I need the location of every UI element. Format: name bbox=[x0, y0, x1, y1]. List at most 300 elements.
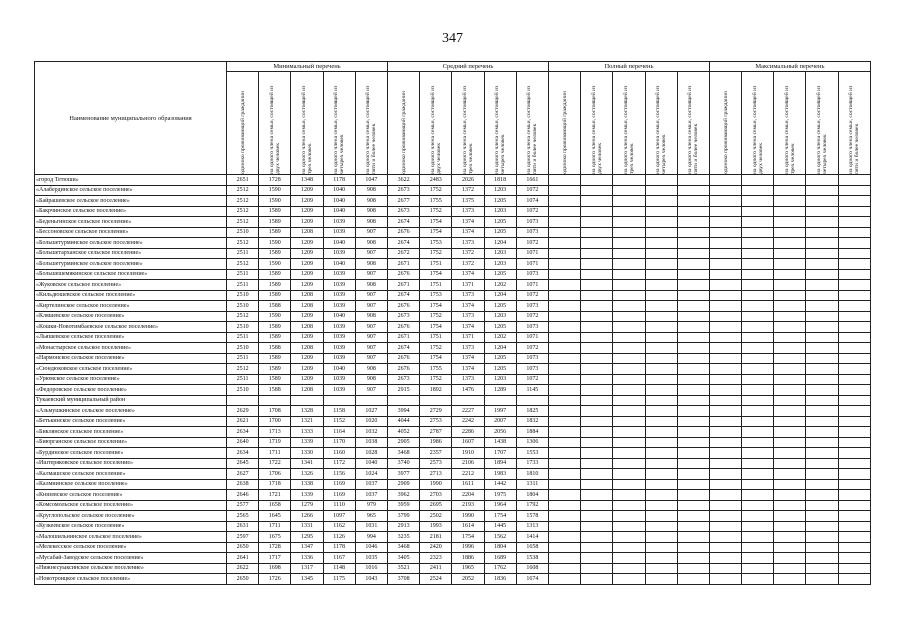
average-value-cell: 1836 bbox=[484, 574, 516, 585]
empty-cell bbox=[677, 301, 709, 312]
empty-cell bbox=[838, 185, 870, 196]
average-value-cell: 1611 bbox=[452, 479, 484, 490]
minimal-value-cell: 2512 bbox=[227, 206, 259, 217]
empty-cell bbox=[581, 374, 613, 385]
empty-cell bbox=[709, 332, 741, 343]
minimal-value-cell: 1330 bbox=[291, 448, 323, 459]
minimal-value-cell: 1209 bbox=[291, 217, 323, 228]
minimal-value-cell: 1039 bbox=[323, 332, 355, 343]
empty-cell bbox=[613, 301, 645, 312]
table-row bbox=[35, 500, 871, 511]
minimal-value-cell: 1590 bbox=[259, 238, 291, 249]
minimal-value-cell: 1175 bbox=[323, 574, 355, 585]
empty-cell bbox=[613, 175, 645, 186]
table-row bbox=[35, 490, 871, 501]
minimal-value-cell: 907 bbox=[355, 353, 387, 364]
empty-cell bbox=[645, 238, 677, 249]
minimal-value-cell: 1024 bbox=[355, 469, 387, 480]
minimal-value-cell: 907 bbox=[355, 301, 387, 312]
table-row bbox=[35, 448, 871, 459]
minimal-value-cell: 1331 bbox=[291, 521, 323, 532]
municipality-name: «Кошки-Новотимбаевское сельское поселение» bbox=[35, 322, 227, 333]
empty-cell bbox=[645, 469, 677, 480]
empty-cell bbox=[613, 280, 645, 291]
empty-cell bbox=[709, 343, 741, 354]
column-header bbox=[742, 72, 774, 175]
minimal-value-cell: 1658 bbox=[259, 500, 291, 511]
municipality-name: «Бессоновское сельское поселение» bbox=[35, 227, 227, 238]
municipality-name: «город Тетюши» bbox=[35, 175, 227, 186]
minimal-value-cell: 1208 bbox=[291, 290, 323, 301]
minimal-value-cell: 1209 bbox=[291, 332, 323, 343]
average-value-cell: 3977 bbox=[387, 469, 419, 480]
empty-cell bbox=[613, 196, 645, 207]
empty-cell bbox=[774, 542, 806, 553]
empty-cell bbox=[806, 395, 838, 406]
empty-cell bbox=[581, 395, 613, 406]
empty-cell bbox=[613, 332, 645, 343]
empty-cell bbox=[548, 427, 580, 438]
minimal-value-cell: 2512 bbox=[227, 238, 259, 249]
average-value-cell: 1986 bbox=[420, 437, 452, 448]
column-header bbox=[581, 72, 613, 175]
average-value-cell: 1997 bbox=[484, 406, 516, 417]
column-header bbox=[613, 72, 645, 175]
column-header-label: на одного члена семьи, состоящей из четырех человек bbox=[655, 85, 668, 174]
minimal-value-cell: 1328 bbox=[291, 406, 323, 417]
empty-cell bbox=[806, 301, 838, 312]
empty-cell bbox=[806, 511, 838, 522]
empty-cell bbox=[645, 427, 677, 438]
average-value-cell: 1203 bbox=[484, 311, 516, 322]
empty-cell bbox=[838, 448, 870, 459]
empty-cell bbox=[774, 196, 806, 207]
average-value-cell: 1661 bbox=[516, 175, 548, 186]
average-value-cell: 1205 bbox=[484, 364, 516, 375]
empty-cell bbox=[742, 290, 774, 301]
minimal-value-cell: 2510 bbox=[227, 290, 259, 301]
minimal-value-cell: 1027 bbox=[355, 406, 387, 417]
empty-cell bbox=[581, 332, 613, 343]
minimal-value-cell: 1728 bbox=[259, 542, 291, 553]
minimal-value-cell: 1209 bbox=[291, 238, 323, 249]
column-header bbox=[516, 72, 548, 175]
empty-cell bbox=[645, 385, 677, 396]
empty-cell bbox=[645, 259, 677, 270]
empty-cell bbox=[806, 479, 838, 490]
minimal-value-cell: 1722 bbox=[259, 458, 291, 469]
empty-cell bbox=[581, 343, 613, 354]
empty-cell bbox=[613, 364, 645, 375]
minimal-value-cell: 2621 bbox=[227, 416, 259, 427]
empty-cell bbox=[742, 353, 774, 364]
empty-cell bbox=[613, 259, 645, 270]
average-value-cell: 1372 bbox=[452, 259, 484, 270]
average-value-cell: 2729 bbox=[420, 406, 452, 417]
minimal-value-cell: 1706 bbox=[259, 469, 291, 480]
empty-cell bbox=[581, 175, 613, 186]
average-value-cell: 2673 bbox=[387, 185, 419, 196]
empty-cell bbox=[677, 196, 709, 207]
minimal-value-cell: 1046 bbox=[355, 542, 387, 553]
empty-cell bbox=[548, 185, 580, 196]
empty-cell bbox=[838, 574, 870, 585]
empty-cell bbox=[581, 290, 613, 301]
average-value-cell: 1578 bbox=[516, 511, 548, 522]
table-row bbox=[35, 227, 871, 238]
group-header-average: Средний перечень bbox=[387, 62, 548, 72]
average-value-cell: 1538 bbox=[516, 553, 548, 564]
minimal-value-cell: 1209 bbox=[291, 259, 323, 270]
average-value-cell: 1313 bbox=[516, 521, 548, 532]
average-value-cell: 1754 bbox=[484, 511, 516, 522]
empty-cell bbox=[677, 511, 709, 522]
average-value-cell: 3708 bbox=[387, 574, 419, 585]
empty-cell bbox=[838, 427, 870, 438]
column-header-label: на одного члена семьи, состоящей из четырех человек bbox=[494, 85, 507, 174]
column-header bbox=[677, 72, 709, 175]
minimal-value-cell: 1279 bbox=[291, 500, 323, 511]
average-value-cell: 1658 bbox=[516, 542, 548, 553]
empty-cell bbox=[677, 374, 709, 385]
minimal-value-cell: 1040 bbox=[323, 206, 355, 217]
empty-cell bbox=[774, 290, 806, 301]
minimal-value-cell: 1589 bbox=[259, 206, 291, 217]
empty-cell bbox=[548, 416, 580, 427]
empty-cell bbox=[548, 500, 580, 511]
table-row bbox=[35, 574, 871, 585]
table-row bbox=[35, 469, 871, 480]
minimal-value-cell: 1040 bbox=[323, 311, 355, 322]
empty-cell bbox=[677, 553, 709, 564]
minimal-value-cell: 1040 bbox=[323, 196, 355, 207]
average-value-cell: 1753 bbox=[420, 238, 452, 249]
municipality-name: «Кильдюшевское сельское поселение» bbox=[35, 290, 227, 301]
minimal-value-cell: 1317 bbox=[291, 563, 323, 574]
empty-cell bbox=[742, 332, 774, 343]
empty-cell bbox=[806, 448, 838, 459]
minimal-value-cell: 2565 bbox=[227, 511, 259, 522]
minimal-value-cell: 1040 bbox=[323, 259, 355, 270]
empty-cell bbox=[774, 206, 806, 217]
empty-cell bbox=[548, 311, 580, 322]
minimal-value-cell: 979 bbox=[355, 500, 387, 511]
empty-cell bbox=[677, 385, 709, 396]
empty-cell bbox=[838, 479, 870, 490]
minimal-value-cell: 1589 bbox=[259, 290, 291, 301]
minimal-value-cell: 2510 bbox=[227, 343, 259, 354]
empty-cell bbox=[774, 332, 806, 343]
average-value-cell: 1205 bbox=[484, 227, 516, 238]
empty-cell bbox=[774, 563, 806, 574]
minimal-value-cell: 1588 bbox=[259, 343, 291, 354]
empty-cell bbox=[709, 175, 741, 186]
empty-cell bbox=[838, 385, 870, 396]
empty-cell bbox=[581, 311, 613, 322]
minimal-value-cell: 1209 bbox=[291, 353, 323, 364]
minimal-value-cell: 907 bbox=[355, 385, 387, 396]
empty-cell bbox=[709, 259, 741, 270]
table-row bbox=[35, 385, 871, 396]
empty-cell bbox=[677, 290, 709, 301]
average-value-cell: 1204 bbox=[484, 343, 516, 354]
average-value-cell: 1733 bbox=[516, 458, 548, 469]
empty-cell bbox=[548, 175, 580, 186]
average-value-cell: 2676 bbox=[387, 301, 419, 312]
empty-cell bbox=[677, 175, 709, 186]
empty-cell bbox=[838, 353, 870, 364]
average-value-cell: 2242 bbox=[452, 416, 484, 427]
minimal-value-cell: 1209 bbox=[291, 311, 323, 322]
empty-cell bbox=[742, 469, 774, 480]
empty-cell bbox=[677, 217, 709, 228]
empty-cell bbox=[838, 500, 870, 511]
empty-cell bbox=[742, 448, 774, 459]
minimal-value-cell: 1037 bbox=[355, 490, 387, 501]
empty-cell bbox=[581, 469, 613, 480]
empty-cell bbox=[581, 248, 613, 259]
table-row bbox=[35, 532, 871, 543]
empty-cell bbox=[645, 563, 677, 574]
empty-cell bbox=[548, 437, 580, 448]
municipality-name: «Большешемякинское сельское поселение» bbox=[35, 269, 227, 280]
average-value-cell: 2672 bbox=[387, 248, 419, 259]
page-number: 347 bbox=[442, 31, 463, 46]
empty-cell bbox=[709, 196, 741, 207]
minimal-value-cell: 2646 bbox=[227, 490, 259, 501]
empty-cell bbox=[677, 206, 709, 217]
empty-cell bbox=[613, 574, 645, 585]
average-value-cell: 3521 bbox=[387, 563, 419, 574]
column-header bbox=[645, 72, 677, 175]
empty-cell bbox=[613, 353, 645, 364]
empty-cell bbox=[838, 532, 870, 543]
empty-cell bbox=[774, 259, 806, 270]
average-value-cell: 1204 bbox=[484, 238, 516, 249]
empty-cell bbox=[613, 248, 645, 259]
empty-cell bbox=[581, 217, 613, 228]
empty-cell bbox=[709, 458, 741, 469]
empty-cell bbox=[774, 385, 806, 396]
minimal-value-cell: 1589 bbox=[259, 332, 291, 343]
average-value-cell: 1374 bbox=[452, 322, 484, 333]
minimal-value-cell: 1726 bbox=[259, 574, 291, 585]
empty-cell bbox=[613, 238, 645, 249]
average-value-cell: 1754 bbox=[420, 322, 452, 333]
minimal-value-cell: 1170 bbox=[323, 437, 355, 448]
empty-cell bbox=[742, 563, 774, 574]
minimal-value-cell: 907 bbox=[355, 322, 387, 333]
average-value-cell: 1071 bbox=[516, 248, 548, 259]
empty-cell bbox=[838, 206, 870, 217]
average-value-cell: 1205 bbox=[484, 269, 516, 280]
empty-cell bbox=[709, 217, 741, 228]
minimal-value-cell: 1209 bbox=[291, 206, 323, 217]
column-header bbox=[709, 72, 741, 175]
empty-cell bbox=[581, 353, 613, 364]
average-value-cell: 2673 bbox=[387, 374, 419, 385]
minimal-value-cell: 1148 bbox=[323, 563, 355, 574]
empty-cell bbox=[548, 574, 580, 585]
empty-cell bbox=[709, 248, 741, 259]
minimal-value-cell: 2512 bbox=[227, 311, 259, 322]
average-value-cell: 1374 bbox=[452, 364, 484, 375]
minimal-value-cell: 2650 bbox=[227, 542, 259, 553]
average-value-cell: 3468 bbox=[387, 448, 419, 459]
empty-cell bbox=[774, 364, 806, 375]
empty-cell bbox=[645, 542, 677, 553]
municipality-name: «Монастырское сельское поселение» bbox=[35, 343, 227, 354]
minimal-value-cell: 1339 bbox=[291, 490, 323, 501]
average-value-cell: 2181 bbox=[420, 532, 452, 543]
average-value-cell: 2573 bbox=[420, 458, 452, 469]
empty-cell bbox=[613, 185, 645, 196]
group-header-maximal: Максимальный перечень bbox=[709, 62, 870, 72]
table-row bbox=[35, 259, 871, 270]
empty-cell bbox=[677, 364, 709, 375]
minimal-value-cell: 1700 bbox=[259, 416, 291, 427]
empty-cell bbox=[677, 563, 709, 574]
empty-cell bbox=[548, 563, 580, 574]
table-row bbox=[35, 479, 871, 490]
empty-cell bbox=[645, 490, 677, 501]
empty-cell bbox=[613, 269, 645, 280]
average-value-cell: 2915 bbox=[387, 385, 419, 396]
empty-cell bbox=[645, 290, 677, 301]
average-value-cell: 1374 bbox=[452, 269, 484, 280]
empty-cell bbox=[548, 406, 580, 417]
empty-cell bbox=[806, 217, 838, 228]
empty-cell bbox=[581, 521, 613, 532]
empty-cell bbox=[581, 490, 613, 501]
minimal-value-cell: 908 bbox=[355, 311, 387, 322]
average-value-cell: 2703 bbox=[420, 490, 452, 501]
average-value-cell: 1072 bbox=[516, 343, 548, 354]
empty-cell bbox=[613, 406, 645, 417]
empty-cell bbox=[677, 227, 709, 238]
average-value-cell: 1205 bbox=[484, 196, 516, 207]
average-value-cell: 2787 bbox=[420, 427, 452, 438]
empty-cell bbox=[806, 364, 838, 375]
empty-cell bbox=[806, 290, 838, 301]
empty-cell bbox=[806, 374, 838, 385]
column-header-label: на одного члена семьи, состоящей из четырех человек bbox=[816, 85, 829, 174]
empty-cell bbox=[806, 416, 838, 427]
empty-cell bbox=[581, 364, 613, 375]
average-value-cell: 3959 bbox=[387, 500, 419, 511]
empty-cell bbox=[838, 416, 870, 427]
minimal-value-cell: 1728 bbox=[259, 175, 291, 186]
empty-cell bbox=[581, 448, 613, 459]
empty-cell bbox=[806, 332, 838, 343]
empty-cell bbox=[548, 269, 580, 280]
empty-cell bbox=[613, 206, 645, 217]
empty-cell bbox=[548, 248, 580, 259]
municipality-name: «Биклянское сельское поселение» bbox=[35, 427, 227, 438]
minimal-value-cell: 2511 bbox=[227, 353, 259, 364]
average-value-cell: 1072 bbox=[516, 238, 548, 249]
empty-cell bbox=[613, 217, 645, 228]
empty-cell bbox=[613, 469, 645, 480]
empty-cell bbox=[709, 532, 741, 543]
empty-cell bbox=[677, 427, 709, 438]
column-header bbox=[259, 72, 291, 175]
empty-cell bbox=[838, 238, 870, 249]
empty-cell bbox=[677, 521, 709, 532]
empty-cell bbox=[806, 248, 838, 259]
minimal-value-cell: 1321 bbox=[291, 416, 323, 427]
average-value-cell: 1825 bbox=[516, 406, 548, 417]
average-value-cell: 1205 bbox=[484, 301, 516, 312]
minimal-value-cell: 2511 bbox=[227, 374, 259, 385]
empty-cell bbox=[806, 269, 838, 280]
average-value-cell: 1372 bbox=[452, 248, 484, 259]
minimal-value-cell: 1164 bbox=[323, 427, 355, 438]
average-value-cell: 1886 bbox=[452, 553, 484, 564]
empty-cell bbox=[774, 437, 806, 448]
average-value-cell: 2323 bbox=[420, 553, 452, 564]
minimal-value-cell: 1209 bbox=[291, 248, 323, 259]
minimal-value-cell: 2638 bbox=[227, 479, 259, 490]
municipality-name: «Большетурминское сельское поселение» bbox=[35, 238, 227, 249]
column-header-label: на одного члена семьи, состоящей из пяти и более человек bbox=[687, 85, 700, 174]
group-header-row bbox=[35, 62, 871, 72]
municipality-name: «Большетарханское сельское поселение» bbox=[35, 248, 227, 259]
empty-cell bbox=[548, 542, 580, 553]
minimal-value-cell: 908 bbox=[355, 217, 387, 228]
average-value-cell: 1752 bbox=[420, 374, 452, 385]
empty-cell bbox=[645, 311, 677, 322]
empty-cell bbox=[677, 469, 709, 480]
table-row bbox=[35, 175, 871, 186]
empty-cell bbox=[613, 542, 645, 553]
average-value-cell: 2524 bbox=[420, 574, 452, 585]
empty-cell bbox=[645, 532, 677, 543]
average-value-cell: 1752 bbox=[420, 185, 452, 196]
minimal-value-cell: 2629 bbox=[227, 406, 259, 417]
minimal-value-cell: 1039 bbox=[323, 217, 355, 228]
minimal-value-cell: 1040 bbox=[323, 238, 355, 249]
municipality-name: «Круглопольское сельское поселение» bbox=[35, 511, 227, 522]
table-row bbox=[35, 280, 871, 291]
average-value-cell: 2193 bbox=[452, 500, 484, 511]
empty-cell bbox=[806, 427, 838, 438]
empty-cell bbox=[645, 574, 677, 585]
minimal-value-cell: 2511 bbox=[227, 332, 259, 343]
column-header bbox=[548, 72, 580, 175]
table-row bbox=[35, 427, 871, 438]
average-value-cell: 1804 bbox=[484, 542, 516, 553]
empty-cell bbox=[548, 553, 580, 564]
average-value-cell: 2056 bbox=[484, 427, 516, 438]
average-value-cell: 1071 bbox=[516, 259, 548, 270]
empty-cell bbox=[548, 448, 580, 459]
column-header-label: одиноко проживающий гражданин bbox=[722, 91, 729, 174]
empty-cell bbox=[548, 469, 580, 480]
table-row bbox=[35, 269, 871, 280]
empty-cell bbox=[645, 395, 677, 406]
empty-cell bbox=[774, 269, 806, 280]
empty-cell bbox=[548, 259, 580, 270]
empty-cell bbox=[709, 374, 741, 385]
minimal-value-cell: 1156 bbox=[323, 469, 355, 480]
empty-cell bbox=[581, 437, 613, 448]
empty-cell bbox=[613, 395, 645, 406]
average-value-cell: 1072 bbox=[516, 290, 548, 301]
minimal-value-cell bbox=[291, 395, 323, 406]
empty-cell bbox=[742, 511, 774, 522]
empty-cell bbox=[677, 269, 709, 280]
